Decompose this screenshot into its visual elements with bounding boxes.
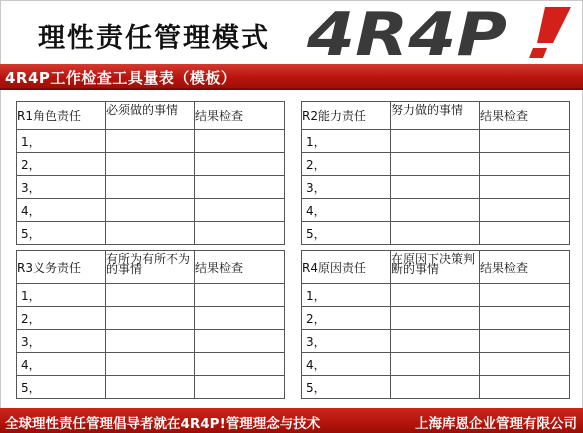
task-cell[interactable] [391, 376, 480, 399]
row-number: 3， [17, 330, 106, 353]
row-number: 4， [17, 353, 106, 376]
row-number: 3， [302, 330, 391, 353]
row-number: 1， [17, 130, 106, 153]
quadrant-r3-table [16, 250, 285, 399]
table-row [17, 307, 285, 330]
quadrant-r1-table [16, 101, 285, 245]
quadrant-subtitle: 必须做的事情 [106, 102, 195, 130]
table-row [302, 353, 570, 376]
table-row [17, 199, 285, 222]
table-row [302, 376, 570, 399]
quadrant-r2-table [301, 101, 570, 245]
form-title-bar [0, 64, 583, 90]
result-cell[interactable] [195, 199, 285, 222]
result-cell[interactable] [480, 330, 570, 353]
result-cell[interactable] [480, 130, 570, 153]
quadrant-r4-table [301, 250, 570, 399]
task-cell[interactable] [106, 176, 195, 199]
result-cell[interactable] [195, 307, 285, 330]
task-cell[interactable] [391, 284, 480, 307]
table-header-row [17, 102, 285, 130]
row-number: 3， [17, 176, 106, 199]
row-number: 5， [302, 222, 391, 245]
table-row [302, 284, 570, 307]
table-header-row [17, 251, 285, 284]
quadrant-subtitle: 在原因下决策判断的事情 [391, 251, 480, 284]
result-cell[interactable] [195, 222, 285, 245]
task-cell[interactable] [391, 130, 480, 153]
task-cell[interactable] [391, 307, 480, 330]
table-row [302, 222, 570, 245]
result-check-header: 结果检查 [480, 102, 570, 130]
svg-text:4R4P: 4R4P [305, 3, 508, 61]
row-number: 1， [302, 130, 391, 153]
quadrant-label: R2能力责任 [302, 102, 391, 130]
result-check-header: 结果检查 [195, 251, 285, 284]
result-cell[interactable] [195, 284, 285, 307]
row-number: 2， [17, 307, 106, 330]
task-cell[interactable] [391, 330, 480, 353]
table-row [17, 130, 285, 153]
task-cell[interactable] [106, 130, 195, 153]
result-cell[interactable] [195, 353, 285, 376]
quadrant-label: R1角色责任 [17, 102, 106, 130]
quadrant-subtitle: 有所为有所不为的事情 [106, 251, 195, 284]
table-row [302, 307, 570, 330]
result-cell[interactable] [480, 199, 570, 222]
table-row [302, 199, 570, 222]
row-number: 2， [302, 307, 391, 330]
quadrant-subtitle: 努力做的事情 [391, 102, 480, 130]
footer-company: 上海库恩企业管理有限公司 [415, 416, 577, 432]
row-number: 4， [302, 353, 391, 376]
task-cell[interactable] [106, 330, 195, 353]
task-cell[interactable] [391, 353, 480, 376]
row-number: 2， [302, 153, 391, 176]
quadrant-label: R3义务责任 [17, 251, 106, 284]
task-cell[interactable] [391, 153, 480, 176]
result-cell[interactable] [195, 330, 285, 353]
footer-slogan: 全球理性责任管理倡导者就在4R4P!管理理念与技术 [5, 416, 321, 432]
row-number: 4， [302, 199, 391, 222]
result-cell[interactable] [480, 153, 570, 176]
task-cell[interactable] [391, 199, 480, 222]
result-cell[interactable] [480, 284, 570, 307]
result-cell[interactable] [195, 130, 285, 153]
row-number: 1， [17, 284, 106, 307]
task-cell[interactable] [106, 222, 195, 245]
table-row [17, 153, 285, 176]
table-row [302, 153, 570, 176]
row-number: 5， [17, 376, 106, 399]
result-cell[interactable] [480, 376, 570, 399]
form-title: 4R4P工作检查工具量表（模板） [5, 69, 237, 87]
table-row [17, 284, 285, 307]
row-number: 3， [302, 176, 391, 199]
task-cell[interactable] [106, 199, 195, 222]
brand-logo [305, 3, 580, 61]
row-number: 5， [17, 222, 106, 245]
task-cell[interactable] [391, 222, 480, 245]
footer-bar [0, 408, 583, 433]
row-number: 2， [17, 153, 106, 176]
result-cell[interactable] [480, 353, 570, 376]
table-row [17, 176, 285, 199]
task-cell[interactable] [106, 153, 195, 176]
result-check-header: 结果检查 [480, 251, 570, 284]
task-cell[interactable] [106, 353, 195, 376]
result-check-header: 结果检查 [195, 102, 285, 130]
quadrant-label: R4原因责任 [302, 251, 391, 284]
task-cell[interactable] [106, 376, 195, 399]
task-cell[interactable] [106, 307, 195, 330]
table-row [302, 130, 570, 153]
row-number: 1， [302, 284, 391, 307]
row-number: 5， [302, 376, 391, 399]
table-row [302, 330, 570, 353]
result-cell[interactable] [195, 176, 285, 199]
row-number: 4， [17, 199, 106, 222]
table-header-row [302, 102, 570, 130]
table-row [17, 222, 285, 245]
table-row [17, 376, 285, 399]
result-cell[interactable] [195, 376, 285, 399]
result-cell[interactable] [480, 176, 570, 199]
task-cell[interactable] [106, 284, 195, 307]
table-header-row [302, 251, 570, 284]
table-row [17, 353, 285, 376]
task-cell[interactable] [391, 176, 480, 199]
result-cell[interactable] [195, 153, 285, 176]
result-cell[interactable] [480, 222, 570, 245]
table-row [302, 176, 570, 199]
result-cell[interactable] [480, 307, 570, 330]
table-row [17, 330, 285, 353]
page-title: 理性责任管理模式 [38, 23, 270, 54]
